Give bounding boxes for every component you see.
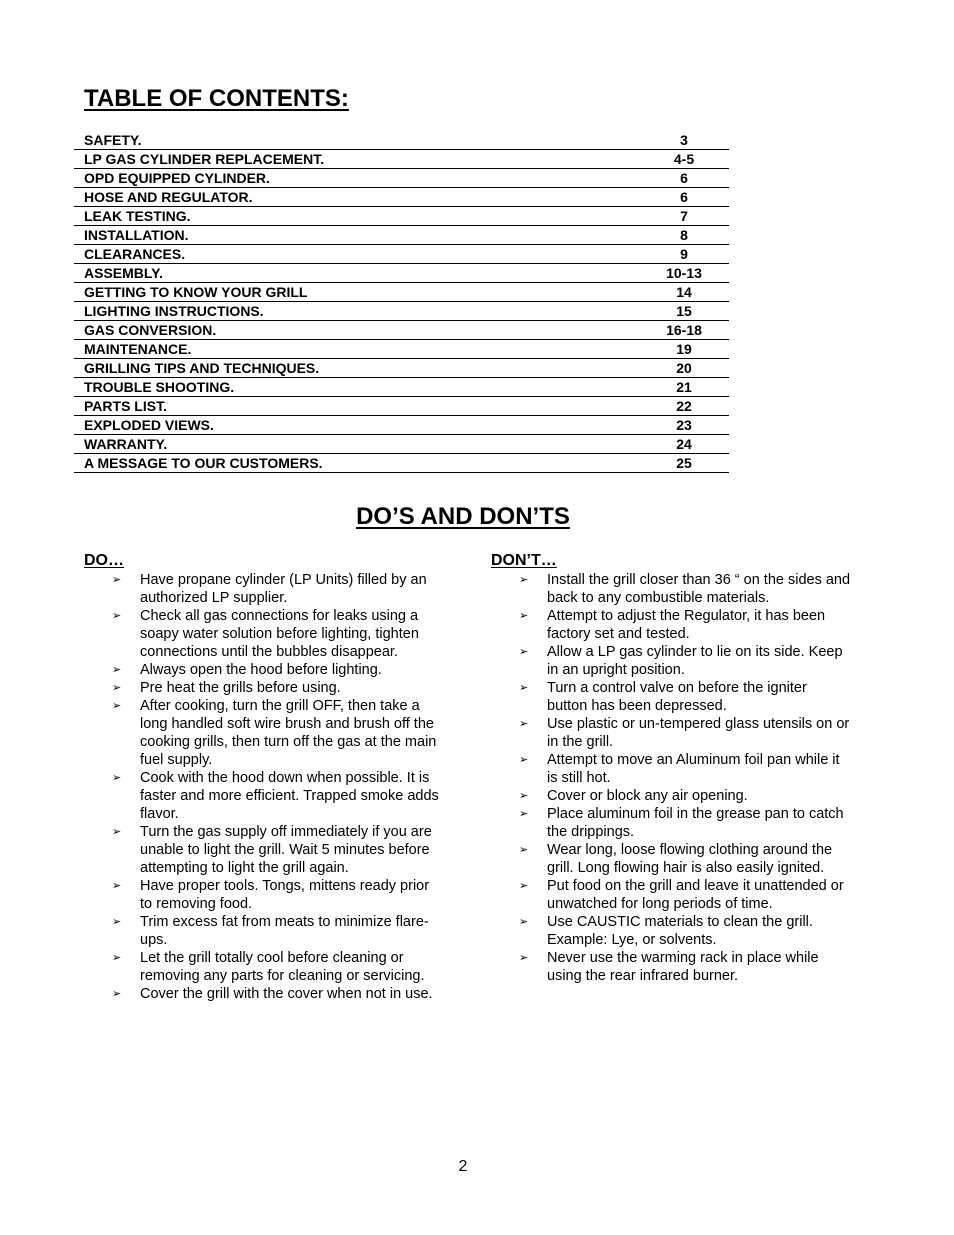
toc-row	[74, 416, 729, 435]
do-column	[84, 551, 444, 1003]
dont-list-item	[491, 841, 851, 877]
dont-list-item	[491, 751, 851, 787]
toc-entry-label: LP GAS CYLINDER REPLACEMENT.	[84, 151, 325, 167]
toc-entry-label: GRILLING TIPS AND TECHNIQUES.	[84, 360, 320, 376]
dont-item-text: Attempt to move an Aluminum foil pan while it is still hot.	[547, 752, 840, 786]
dont-list-item	[491, 805, 851, 841]
do-list-item	[84, 949, 444, 985]
toc-row	[74, 321, 729, 340]
toc-entry-page: 20	[676, 360, 692, 376]
toc-entry-page: 24	[676, 436, 692, 452]
do-item-text: Check all gas connections for leaks using a soapy water solution before lighting, tighten connections until the bubbles disappear.	[140, 608, 419, 660]
dont-item-text: Allow a LP gas cylinder to lie on its side. Keep in an upright position.	[547, 644, 843, 678]
arrow-bullet-icon: ➢	[112, 916, 122, 928]
toc-entry-page: 10-13	[666, 265, 702, 281]
do-item-text: After cooking, turn the grill OFF, then take a long handled soft wire brush and brush off the cooking grills, then turn off the gas at the main fuel supply.	[140, 698, 437, 768]
do-heading: DO…	[84, 552, 124, 569]
toc-entry-page: 16-18	[666, 322, 702, 338]
toc-entry-label: OPD EQUIPPED CYLINDER.	[84, 170, 270, 186]
do-item-text: Cover the grill with the cover when not in use.	[140, 986, 433, 1002]
do-list-item	[84, 985, 444, 1003]
dont-item-text: Wear long, loose flowing clothing around the grill. Long flowing hair is also easily ignited.	[547, 842, 833, 876]
arrow-bullet-icon: ➢	[112, 700, 122, 712]
arrow-bullet-icon: ➢	[112, 952, 122, 964]
toc-entry-label: CLEARANCES.	[84, 246, 186, 262]
do-list-item	[84, 607, 444, 661]
toc-entry-page: 15	[676, 303, 692, 319]
arrow-bullet-icon: ➢	[519, 844, 529, 856]
toc-entry-label: HOSE AND REGULATOR.	[84, 189, 253, 205]
do-list-item	[84, 913, 444, 949]
arrow-bullet-icon: ➢	[112, 988, 122, 1000]
arrow-bullet-icon: ➢	[112, 664, 122, 676]
toc-row	[74, 435, 729, 454]
toc-row	[74, 359, 729, 378]
do-item-text: Have proper tools. Tongs, mittens ready prior to removing food.	[140, 878, 430, 912]
toc-title: TABLE OF CONTENTS:	[84, 85, 349, 112]
dont-item-text: Use CAUSTIC materials to clean the grill. Example: Lye, or solvents.	[547, 914, 813, 948]
dont-item-text: Cover or block any air opening.	[547, 788, 748, 804]
toc-entry-label: SAFETY.	[84, 132, 142, 148]
toc-row	[74, 397, 729, 416]
arrow-bullet-icon: ➢	[112, 682, 122, 694]
arrow-bullet-icon: ➢	[112, 574, 122, 586]
dont-list-item	[491, 715, 851, 751]
dont-item-text: Use plastic or un-tempered glass utensils on or in the grill.	[547, 716, 850, 750]
toc-entry-label: LIGHTING INSTRUCTIONS.	[84, 303, 264, 319]
dont-list-item	[491, 679, 851, 715]
toc-entry-label: A MESSAGE TO OUR CUSTOMERS.	[84, 455, 323, 471]
toc-row	[74, 454, 729, 473]
toc-entry-page: 22	[676, 398, 692, 414]
toc-entry-page: 6	[680, 189, 688, 205]
arrow-bullet-icon: ➢	[519, 682, 529, 694]
toc-row	[74, 245, 729, 264]
arrow-bullet-icon: ➢	[519, 916, 529, 928]
toc-entry-page: 9	[680, 246, 688, 262]
arrow-bullet-icon: ➢	[112, 772, 122, 784]
toc-entry-label: GAS CONVERSION.	[84, 322, 217, 338]
arrow-bullet-icon: ➢	[519, 880, 529, 892]
do-list	[84, 571, 444, 1003]
toc-entry-label: ASSEMBLY.	[84, 265, 163, 281]
toc-row	[74, 150, 729, 169]
do-list-item	[84, 697, 444, 769]
toc-row	[74, 226, 729, 245]
arrow-bullet-icon: ➢	[112, 826, 122, 838]
toc-entry-page: 3	[680, 132, 688, 148]
do-list-item	[84, 679, 444, 697]
dont-heading: DON’T…	[491, 552, 557, 569]
arrow-bullet-icon: ➢	[519, 610, 529, 622]
do-item-text: Have propane cylinder (LP Units) filled by an authorized LP supplier.	[140, 572, 427, 606]
toc-table	[74, 131, 729, 473]
toc-row	[74, 378, 729, 397]
page-number: 2	[458, 1158, 468, 1175]
toc-entry-page: 6	[680, 170, 688, 186]
toc-entry-page: 19	[676, 341, 692, 357]
do-item-text: Let the grill totally cool before cleaning or removing any parts for cleaning or servicing.	[140, 950, 425, 984]
arrow-bullet-icon: ➢	[519, 790, 529, 802]
toc-entry-label: TROUBLE SHOOTING.	[84, 379, 235, 395]
do-list-item	[84, 877, 444, 913]
do-list-item	[84, 823, 444, 877]
toc-row	[74, 302, 729, 321]
do-item-text: Pre heat the grills before using.	[140, 680, 341, 696]
toc-row	[74, 188, 729, 207]
arrow-bullet-icon: ➢	[519, 718, 529, 730]
dont-item-text: Attempt to adjust the Regulator, it has been factory set and tested.	[547, 608, 826, 642]
toc-row	[74, 264, 729, 283]
arrow-bullet-icon: ➢	[112, 610, 122, 622]
dos-donts-title: DO’S AND DON’TS	[356, 503, 570, 530]
toc-entry-label: GETTING TO KNOW YOUR GRILL	[84, 284, 308, 300]
do-item-text: Turn the gas supply off immediately if you are unable to light the grill. Wait 5 minutes before attempting to light the grill again.	[140, 824, 432, 876]
dont-list-item	[491, 571, 851, 607]
dont-item-text: Place aluminum foil in the grease pan to catch the drippings.	[547, 806, 844, 840]
dont-list-item	[491, 913, 851, 949]
dont-column	[491, 551, 851, 985]
toc-entry-page: 4-5	[673, 151, 695, 167]
toc-entry-label: LEAK TESTING.	[84, 208, 191, 224]
toc-row	[74, 207, 729, 226]
arrow-bullet-icon: ➢	[112, 880, 122, 892]
toc-entry-page: 25	[676, 455, 692, 471]
do-item-text: Always open the hood before lighting.	[140, 662, 382, 678]
do-list-item	[84, 661, 444, 679]
dont-list-item	[491, 643, 851, 679]
do-list-item	[84, 571, 444, 607]
toc-row	[74, 340, 729, 359]
dont-list-item	[491, 877, 851, 913]
toc-entry-page: 7	[680, 208, 688, 224]
dont-list-item	[491, 607, 851, 643]
toc-entry-label: MAINTENANCE.	[84, 341, 192, 357]
dont-list-item	[491, 787, 851, 805]
toc-row	[74, 283, 729, 302]
toc-entry-label: INSTALLATION.	[84, 227, 189, 243]
dont-item-text: Never use the warming rack in place while using the rear infrared burner.	[547, 950, 819, 984]
arrow-bullet-icon: ➢	[519, 808, 529, 820]
toc-entry-page: 14	[676, 284, 692, 300]
toc-entry-label: PARTS LIST.	[84, 398, 167, 414]
arrow-bullet-icon: ➢	[519, 646, 529, 658]
arrow-bullet-icon: ➢	[519, 754, 529, 766]
dont-item-text: Put food on the grill and leave it unattended or unwatched for long periods of time.	[547, 878, 844, 912]
dont-item-text: Turn a control valve on before the igniter button has been depressed.	[547, 680, 807, 714]
dont-list	[491, 571, 851, 985]
toc-entry-page: 8	[680, 227, 688, 243]
toc-entry-label: WARRANTY.	[84, 436, 168, 452]
arrow-bullet-icon: ➢	[519, 574, 529, 586]
toc-entry-label: EXPLODED VIEWS.	[84, 417, 214, 433]
do-item-text: Cook with the hood down when possible. It is faster and more efficient. Trapped smoke adds flavor.	[140, 770, 439, 822]
dont-list-item	[491, 949, 851, 985]
toc-entry-page: 21	[676, 379, 692, 395]
dont-item-text: Install the grill closer than 36 “ on the sides and back to any combustible materials.	[547, 572, 851, 606]
arrow-bullet-icon: ➢	[519, 952, 529, 964]
toc-row	[74, 169, 729, 188]
do-list-item	[84, 769, 444, 823]
toc-entry-page: 23	[676, 417, 692, 433]
do-item-text: Trim excess fat from meats to minimize flare-ups.	[140, 914, 429, 948]
toc-row	[74, 131, 729, 150]
